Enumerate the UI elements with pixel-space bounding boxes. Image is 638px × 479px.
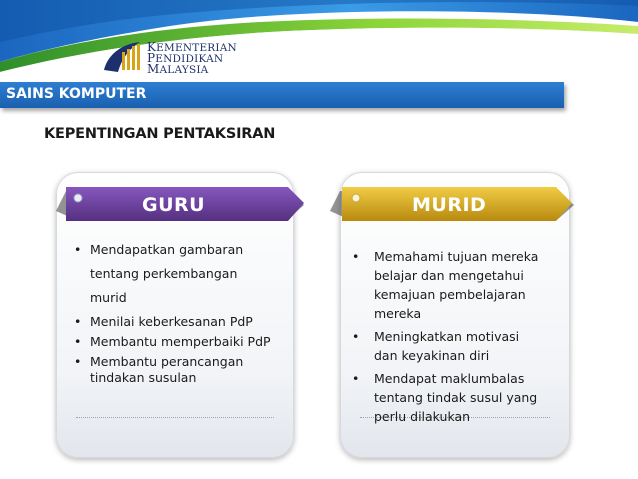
list-item: tentang tindak susul yang bbox=[374, 390, 538, 405]
list-item: • Meningkatkan motivasi bbox=[352, 329, 520, 344]
section-title: SAINS KOMPUTER bbox=[6, 86, 147, 102]
list-item: mereka bbox=[374, 306, 422, 321]
list-item: dan keyakinan diri bbox=[374, 348, 490, 363]
murid-title: MURID bbox=[412, 194, 487, 216]
dotted-divider bbox=[76, 417, 274, 418]
list-item: • Menilai keberkesanan PdP bbox=[74, 314, 253, 329]
murid-points bbox=[352, 247, 567, 424]
list-item: • Membantu perancangan bbox=[74, 354, 244, 369]
list-item: kemajuan pembelajaran bbox=[374, 287, 526, 302]
section-title-bar bbox=[0, 82, 564, 108]
header-swoosh bbox=[0, 0, 638, 80]
logo-line: MALAYSIA bbox=[147, 62, 209, 76]
list-item: • Membantu memperbaiki PdP bbox=[74, 334, 271, 349]
list-item: tindakan susulan bbox=[90, 370, 197, 385]
page-subtitle: KEPENTINGAN PENTAKSIRAN bbox=[44, 126, 276, 142]
list-item: belajar dan mengetahui bbox=[374, 268, 524, 283]
list-item: perlu dilakukan bbox=[374, 409, 471, 424]
guru-title: GURU bbox=[142, 194, 206, 216]
list-item: tentang perkembangan bbox=[90, 266, 238, 281]
logo-line: PENDIDIKAN bbox=[147, 51, 224, 65]
list-item: • Memahami tujuan mereka bbox=[352, 249, 539, 264]
ministry-logo-text bbox=[147, 42, 237, 75]
logo-line: KEMENTERIAN bbox=[147, 40, 237, 54]
kpm-logo-icon bbox=[100, 40, 144, 74]
list-item: murid bbox=[90, 290, 127, 305]
list-item: • Mendapatkan gambaran bbox=[74, 242, 244, 257]
list-item: • Mendapat maklumbalas bbox=[352, 371, 525, 386]
guru-points bbox=[74, 240, 294, 385]
